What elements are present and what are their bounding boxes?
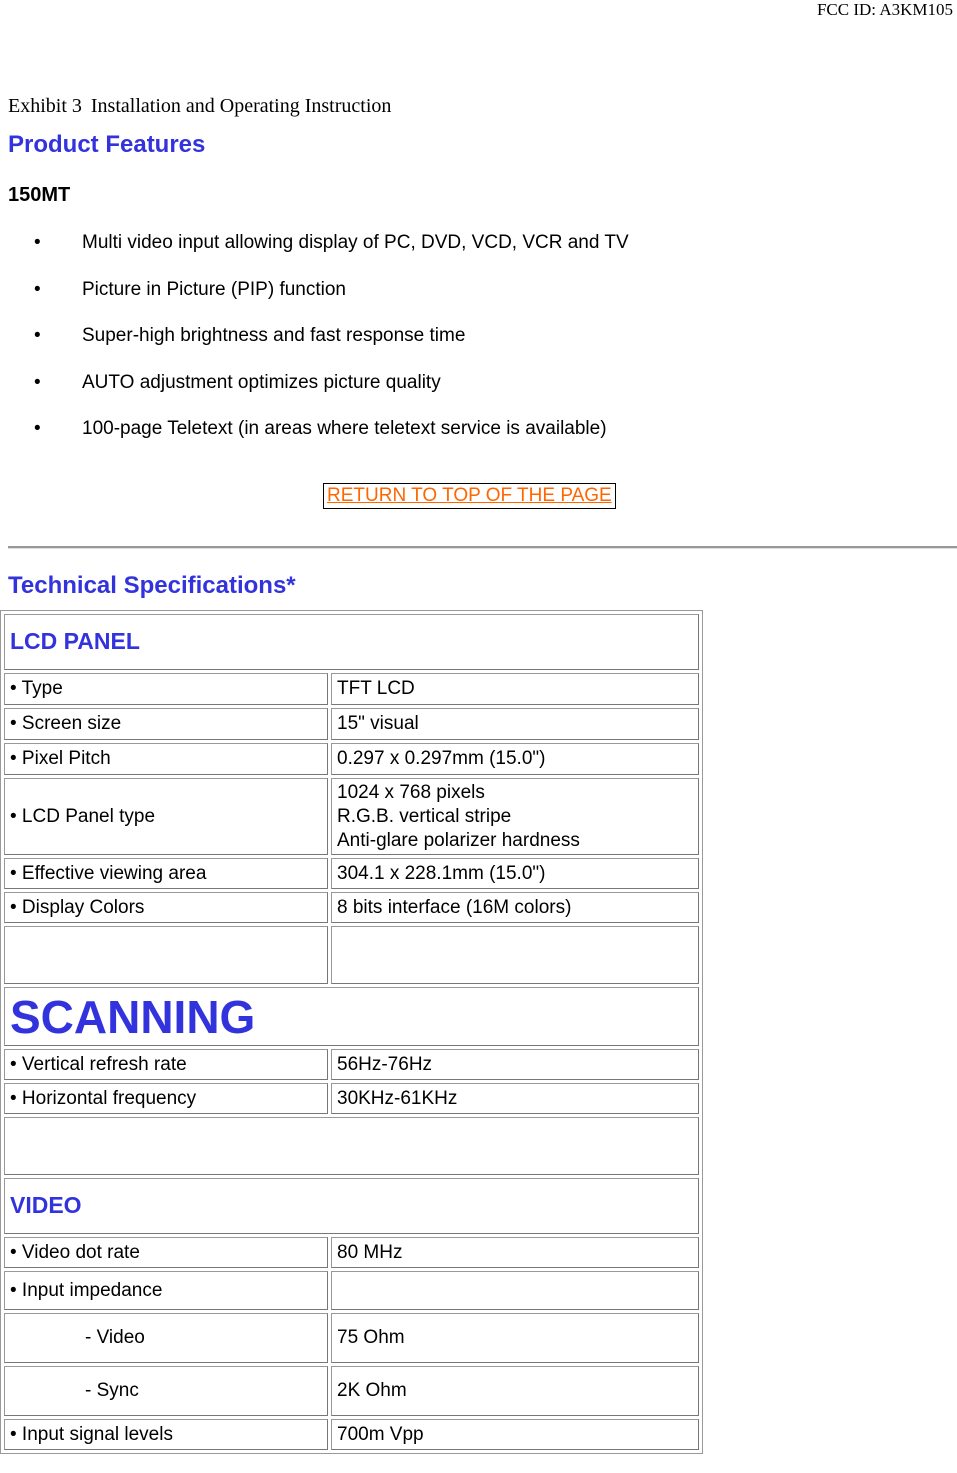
table-row	[4, 892, 699, 923]
spec-value: 75 Ohm	[331, 1313, 699, 1363]
lcd-panel-heading: LCD PANEL	[4, 614, 699, 670]
fcc-id: FCC ID: A3KM105	[816, 0, 953, 19]
exhibit-title: Installation and Operating Instruction	[90, 95, 392, 117]
section-header-row	[4, 1178, 699, 1234]
section-header-row	[4, 614, 699, 670]
exhibit-label: Exhibit 3	[8, 95, 82, 117]
spec-label: • Video dot rate	[4, 1237, 328, 1268]
table-row	[4, 778, 699, 855]
spec-value: 1024 x 768 pixels R.G.B. vertical stripe Anti-glare polarizer hardness	[331, 778, 699, 855]
model-name: 150MT	[8, 184, 71, 206]
spec-value: 0.297 x 0.297mm (15.0")	[331, 743, 699, 775]
scanning-heading: SCANNING	[4, 987, 699, 1046]
section-divider	[8, 546, 957, 549]
spec-value: 80 MHz	[331, 1237, 699, 1268]
list-item: • Multi video input allowing display of PC, DVD, VCD, VCR and TV	[34, 232, 629, 253]
specifications-table	[0, 610, 703, 1454]
list-item: • Picture in Picture (PIP) function	[34, 278, 346, 300]
spec-value: TFT LCD	[331, 673, 699, 705]
spec-value: 8 bits interface (16M colors)	[331, 892, 699, 923]
bullet-icon: •	[34, 325, 41, 346]
table-row	[4, 1271, 699, 1310]
spec-value: 15" visual	[331, 708, 699, 740]
empty-row	[4, 926, 699, 984]
table-row	[4, 858, 699, 889]
spec-value: 700m Vpp	[331, 1419, 699, 1450]
spec-label: • Effective viewing area	[4, 858, 328, 889]
table-row	[4, 743, 699, 775]
feature-list	[34, 232, 629, 465]
spec-label: • Horizontal frequency	[4, 1083, 328, 1114]
spec-value: 2K Ohm	[331, 1366, 699, 1416]
bullet-icon: •	[34, 278, 41, 300]
spec-label: • Screen size	[4, 708, 328, 740]
table-row	[4, 673, 699, 705]
empty-cell	[331, 926, 699, 984]
spec-label: • Pixel Pitch	[4, 743, 328, 775]
bullet-icon: •	[34, 418, 41, 439]
table-row	[4, 1049, 699, 1080]
table-row	[4, 1419, 699, 1450]
empty-cell	[4, 1117, 699, 1175]
spec-label: - Sync	[4, 1366, 328, 1416]
list-item: • AUTO adjustment optimizes picture quality	[34, 371, 441, 393]
spec-value: 56Hz-76Hz	[331, 1049, 699, 1080]
spec-label: • Vertical refresh rate	[4, 1049, 328, 1080]
spec-label: • Display Colors	[4, 892, 328, 923]
technical-specifications-title: Technical Specifications*	[8, 572, 296, 599]
spec-value: 30KHz-61KHz	[331, 1083, 699, 1114]
product-features-title: Product Features	[8, 131, 206, 158]
spec-label: • Input signal levels	[4, 1419, 328, 1450]
table-row	[4, 1237, 699, 1268]
table-row	[4, 1083, 699, 1114]
table-row	[4, 1313, 699, 1363]
table-row	[4, 1366, 699, 1416]
return-to-top-link[interactable]: RETURN TO TOP OF THE PAGE	[323, 483, 616, 509]
list-item: • 100-page Teletext (in areas where teletext service is available)	[34, 418, 607, 439]
spec-label: • Input impedance	[4, 1271, 328, 1310]
list-item: • Super-high brightness and fast response time	[34, 325, 466, 346]
exhibit-heading	[8, 95, 391, 118]
spec-label: • Type	[4, 673, 328, 705]
section-header-row	[4, 987, 699, 1046]
bullet-icon: •	[34, 371, 41, 393]
empty-row	[4, 1117, 699, 1175]
spec-label: - Video	[4, 1313, 328, 1363]
spec-value: 304.1 x 228.1mm (15.0")	[331, 858, 699, 889]
video-heading: VIDEO	[4, 1178, 699, 1234]
spec-label: • LCD Panel type	[4, 778, 328, 855]
bullet-icon: •	[34, 232, 41, 253]
table-row	[4, 708, 699, 740]
spec-value	[331, 1271, 699, 1310]
empty-cell	[4, 926, 328, 984]
